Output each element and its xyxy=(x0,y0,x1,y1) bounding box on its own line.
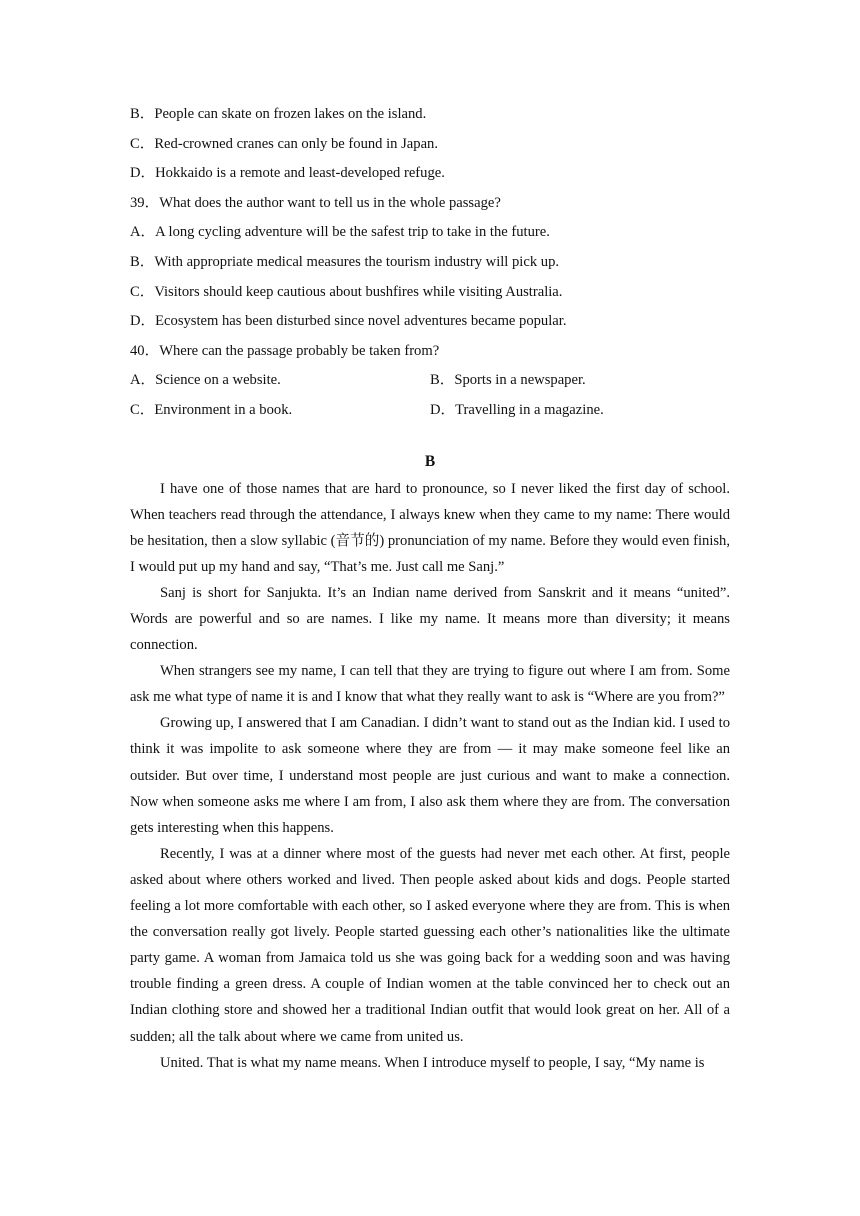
option-39-a: A．A long cycling adventure will be the safest trip to take in the future. xyxy=(130,224,550,241)
option-row xyxy=(130,396,730,426)
question-38-options xyxy=(130,100,730,189)
option-38-c: C．Red-crowned cranes can only be found in Japan. xyxy=(130,135,438,152)
question-39-stem: 39．What does the author want to tell us in the whole passage? xyxy=(130,194,501,211)
option-39-c: C．Visitors should keep cautious about bushfires while visiting Australia. xyxy=(130,283,563,300)
section-heading: B xyxy=(424,452,436,470)
reading-passage xyxy=(130,476,730,1076)
option-40-d: D．Travelling in a magazine. xyxy=(430,401,604,418)
option-39-d: D．Ecosystem has been disturbed since novel adventures became popular. xyxy=(130,313,567,330)
passage-paragraph: Growing up, I answered that I am Canadian. I didn’t want to stand out as the Indian kid. I used to think it was impolite to ask someone where they are from — it may make someone feel like an outsider. But over time, I understand most people are just curious and want to make a connection. Now when someone asks me where I am from, I also ask them where they are from. The conversation gets interesting when this happens. xyxy=(130,715,730,836)
passage-paragraph: Recently, I was at a dinner where most of the guests had never met each other. At first, people asked about where others worked and lived. Then people asked about kids and dogs. People started feeling a lot more comfortable with each other, so I asked everyone where they are from. This is when the conversation really got lively. People started guessing each other’s nationalities like the ultimate party game. A woman from Jamaica told us she was going back for a wedding soon and was having trouble finding a green dress. A couple of Indian women at the table convinced her to check out an Indian clothing store and showed her a traditional Indian outfit that would look great on her. All of a sudden; all the talk about where we came from united us. xyxy=(130,845,730,1045)
question-40 xyxy=(130,337,730,426)
option-row xyxy=(130,366,730,396)
option-40-c: C．Environment in a book. xyxy=(130,401,293,418)
option-38-b: B．People can skate on frozen lakes on the island. xyxy=(130,106,427,122)
passage-paragraph: When strangers see my name, I can tell that they are trying to figure out where I am from. Some ask me what type of name it is and I know that what they really want to ask is “Where are you from?” xyxy=(130,663,730,706)
exam-page xyxy=(130,100,730,1076)
option-40-b: B．Sports in a newspaper. xyxy=(430,372,586,389)
option-39-b: B．With appropriate medical measures the tourism industry will pick up. xyxy=(130,253,560,270)
option-38-d: D．Hokkaido is a remote and least-developed refuge. xyxy=(130,165,445,182)
passage-paragraph: I have one of those names that are hard to pronounce, so I never liked the first day of school. When teachers read through the attendance, I always knew when they came to my name: There would be hesitation, then a slow syllabic (音节的) pronunciation of my name. Before they would even finish, I would put up my hand and say, “That’s me. Just call me Sanj.” xyxy=(130,480,730,575)
passage-paragraph: Sanj is short for Sanjukta. It’s an Indian name derived from Sanskrit and it means “united”. Words are powerful and so are names. I like my name. It means more than diversity; it means connection. xyxy=(130,584,730,654)
question-40-stem: 40．Where can the passage probably be taken from? xyxy=(130,342,440,359)
passage-paragraph: United. That is what my name means. When I introduce myself to people, I say, “My name is xyxy=(160,1054,705,1071)
option-40-a: A．Science on a website. xyxy=(130,372,281,389)
question-39 xyxy=(130,189,730,337)
